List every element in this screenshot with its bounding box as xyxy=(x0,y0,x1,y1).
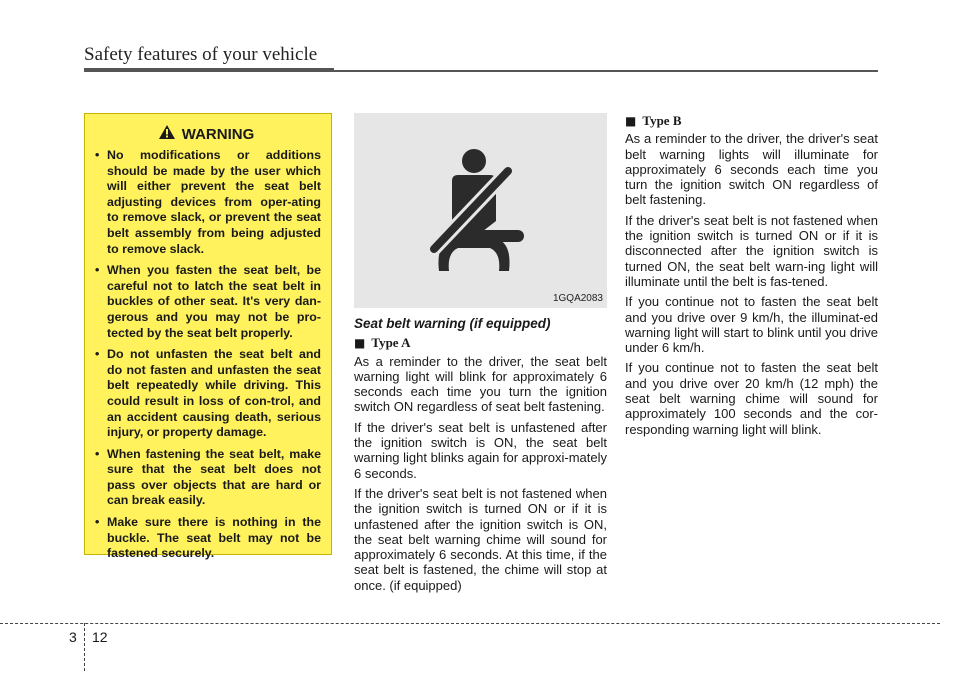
warning-heading xyxy=(91,124,321,144)
paragraph: As a reminder to the driver, the driver's seat belt warning lights will illuminate for approximately 6 seconds each time you turn the ignition switch ON regardless of belt fastening. xyxy=(625,131,878,208)
seat-belt-figure xyxy=(354,113,607,308)
warning-item: • When you fasten the seat belt, be careful not to latch the seat belt in buckles of other seat. It's very dan-gerous and you may not be pro-tected by the seat belt properly. xyxy=(91,263,321,341)
middle-column xyxy=(354,316,607,598)
paragraph: As a reminder to the driver, the seat belt warning light will blink for approximately 6 seconds each time you turn the ignition switch ON regardless of seat belt fastening. xyxy=(354,353,607,415)
figure-code: 1GQA2083 xyxy=(552,293,603,304)
seat-belt-warning-icon xyxy=(354,113,607,308)
page-number: 12 xyxy=(92,629,108,645)
header-rule-thick xyxy=(84,68,334,72)
chapter-number: 3 xyxy=(69,629,77,645)
paragraph: If you continue not to fasten the seat belt and you drive over 9 km/h, the illuminat-ed warning light will start to blink until you drive under 6 km/h. xyxy=(625,294,878,356)
warning-item: • No modifications or additions should be made by the user which will either prevent the seat belt adjusting devices from oper-ating to remove slack, or prevent the seat belt assembly from being adjusted to remove slack. xyxy=(91,148,321,257)
type-b-label: Type B xyxy=(642,113,682,128)
type-a-heading xyxy=(354,335,607,351)
warning-triangle-icon xyxy=(158,124,176,144)
footer-rule xyxy=(0,623,940,624)
header-rule-thin xyxy=(334,70,878,72)
warning-list xyxy=(91,148,321,562)
warning-box xyxy=(84,113,332,561)
warning-item: • Make sure there is nothing in the buckle. The seat belt may not be fastened securely. xyxy=(91,515,321,562)
paragraph: If the driver's seat belt is unfastened after the ignition switch is ON, the seat belt warning light blinks again for approxi-mately 6 seconds. xyxy=(354,419,607,481)
warning-item: • Do not unfasten the seat belt and do not fasten and unfasten the seat belt repeatedly while driving. This could result in loss of con-trol, and an accident causing death, serious injury, or property damage. xyxy=(91,347,321,441)
paragraph: If the driver's seat belt is not fastened when the ignition switch is turned ON or if it is disconnected after the ignition switch is turned ON, the seat belt warn-ing light will illuminate until the belt is fas-tened. xyxy=(625,212,878,289)
warning-item: • When fastening the seat belt, make sure that the seat belt does not pass over objects that are hard or can break easily. xyxy=(91,447,321,509)
type-a-label: Type A xyxy=(371,335,411,351)
paragraph: If you continue not to fasten the seat belt and you drive over 20 km/h (12 mph) the seat belt warning chime will sound for approximately 100 seconds and the cor-responding warning light will blink. xyxy=(625,360,878,437)
right-column xyxy=(625,113,878,442)
page-header-title: Safety features of your vehicle xyxy=(84,44,318,65)
footer-divider xyxy=(84,623,85,671)
warning-heading-text: WARNING xyxy=(181,125,255,143)
section-subheading: Seat belt warning (if equipped) xyxy=(354,316,551,331)
paragraph: If the driver's seat belt is not fastened when the ignition switch is turned ON or if it is unfastened after the ignition switch is ON, the seat belt warning chime will sound for approximately 6 seconds. At this time, if the seat belt is fastened, the chime will stop at once. (if equipped) xyxy=(354,485,607,593)
type-b-heading xyxy=(625,113,878,129)
square-bullet-icon: ■ xyxy=(625,114,637,128)
square-bullet-icon: ■ xyxy=(354,336,366,351)
